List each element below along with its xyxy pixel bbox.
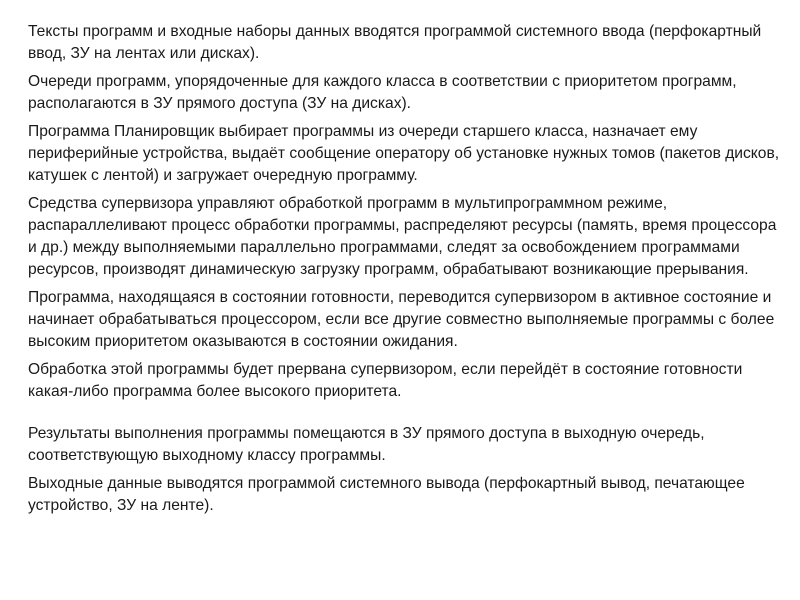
text-block xyxy=(28,21,780,523)
paragraph-results: Результаты выполнения программы помещаются в ЗУ прямого доступа в выходную очередь, соответствующую выходному классу программы. xyxy=(28,425,705,464)
paragraph-supervisor: Средства супервизора управляют обработкой программ в мультипрограммном режиме, распараллеливают процесс обработки программы, распределяют ресурсы (память, время процессора и др.) между выполняемыми параллельно программами, следят за освобождением программами ресурсов, производят динамическую загрузку программ, обрабатывают возникающие прерывания. xyxy=(28,195,777,278)
paragraph-program-queues: Очереди программ, упорядоченные для каждого класса в соответствии с приоритетом программ, располагаются в ЗУ прямого доступа (ЗУ на дисках). xyxy=(28,73,737,112)
paragraph-system-input: Тексты программ и входные наборы данных вводятся программой системного ввода (перфокартный ввод, ЗУ на лентах или дисках). xyxy=(28,23,762,62)
paragraph-ready-state: Программа, находящаяся в состоянии готовности, переводится супервизором в активное состояние и начинает обрабатываться процессором, если все другие совместно выполняемые программы с более высоким приоритетом оказываются в состоянии ожидания. xyxy=(28,289,775,350)
paragraph-scheduler: Программа Планировщик выбирает программы из очереди старшего класса, назначает ему периферийные устройства, выдаёт сообщение оператору об установке нужных томов (пакетов дисков, катушек с лентой) и загружает очередную программу. xyxy=(28,123,780,184)
paragraph-interruption: Обработка этой программы будет прервана супервизором, если перейдёт в состояние готовности какая-либо программа более высокого приоритета. xyxy=(28,361,743,400)
paragraph-system-output: Выходные данные выводятся программой системного вывода (перфокартный вывод, печатающее устройство, ЗУ на ленте). xyxy=(28,475,745,514)
